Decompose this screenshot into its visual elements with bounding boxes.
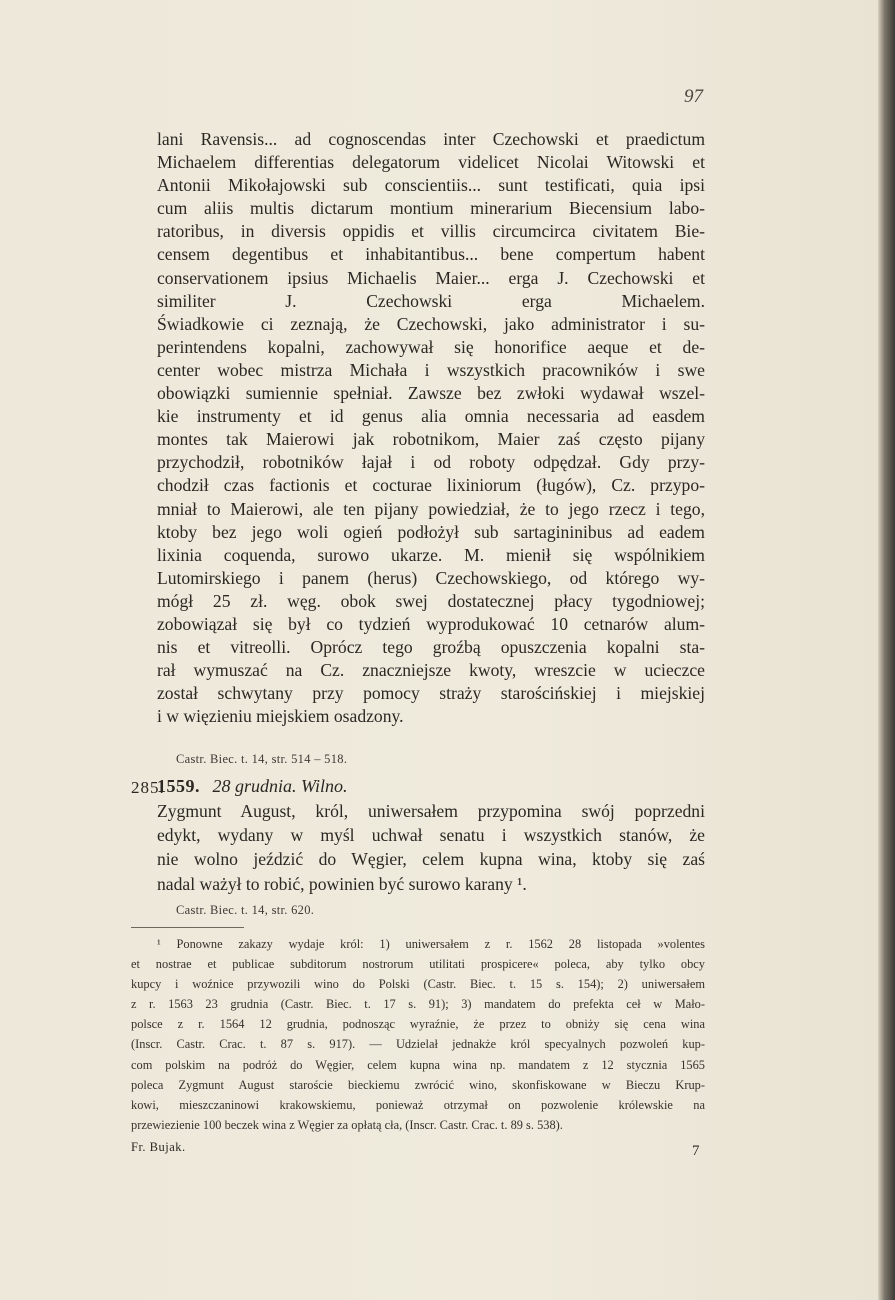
entry-number: 285. [131,778,165,797]
continuation-text [157,128,705,728]
text-line: nie wolno jeździć do Węgier, celem kupna wina, ktoby się zaś [157,849,705,870]
text-line: Świadkowie ci zeznają, że Czechowski, jako administrator i su- [157,313,705,334]
text-line: ktoby bez jego woli ogień podłożył sub sartagininibus ad eadem [157,521,705,542]
footnote-divider [131,927,244,928]
source-citation: Castr. Biec. t. 14, str. 514 – 518. [176,752,348,766]
entry-year: 1559. [157,776,200,796]
text-line: nis et vitreolli. Oprócz tego groźbą opuszczenia kopalni sta- [157,637,705,658]
text-line: perintendens kopalni, zachowywał się honorifice aeque et de- [157,336,705,357]
text-line: Michaelem differentias delegatorum videlicet Nicolai Witowski et [157,152,705,173]
text-line: Antonii Mikołajowski sub conscientiis... sunt testificati, quia ipsi [157,175,705,196]
footnote-line: kowi, mieszczaninowi krakowskiemu, ponieważ otrzymał on pozwolenie królewskie na [131,1097,705,1112]
text-line: center wobec mistrza Michała i wszystkich pracowników i swe [157,359,705,380]
page-edge-shadow [878,0,895,1300]
text-line: lixinia coquenda, surowo ukarze. M. mienił się wspólnikiem [157,544,705,565]
footnote-line: z r. 1563 23 grudnia (Castr. Biec. t. 17 s. 91); 3) mandatem do prefekta ceł w Mało- [131,997,705,1012]
author-signature: Fr. Bujak. [131,1140,186,1154]
text-line: edykt, wydany w myśl uchwał senatu i wszystkich stanów, że [157,825,705,846]
footnote-line: ¹ Ponowne zakazy wydaje król: 1) uniwersałem z r. 1562 28 listopada »volentes [157,937,705,951]
footnote-line: polsce z r. 1564 12 grudnia, podnosząc wyraźnie, że przez to obniży się cena wina [131,1017,705,1032]
text-line: został schwytany przy pomocy straży starościńskiej i miejskiej [157,683,705,704]
text-line: zobowiązał się był co tydzień wyprodukować 10 cetnarów alum- [157,613,705,634]
text-line: montes tak Maierowi jak robotnikom, Maier zaś często pijany [157,429,705,450]
text-line: obowiązki sumiennie spełniał. Zawsze bez zwłoki wydawał wszel- [157,383,705,404]
text-line: similiter J. Czechowski erga Michaelem. [157,290,705,311]
footnote-line: et nostrae et publicae subditorum nostrorum utilitati prospicere« poleca, aby tylko obcy [131,957,705,972]
entry-source-citation: Castr. Biec. t. 14, str. 620. [176,903,315,917]
entry-heading [157,776,348,797]
text-line: mógł 25 zł. węg. obok swej dostatecznej płacy tygodniowej; [157,590,705,611]
text-line: lani Ravensis... ad cognoscendas inter Czechowski et praedictum [157,129,705,149]
footnote-line: (Inscr. Castr. Crac. t. 87 s. 917). — Udzielał jednakże król specyalnych pozwoleń kup- [131,1037,705,1052]
text-line: Lutomirskiego i panem (herus) Czechowskiego, od którego wy- [157,567,705,588]
text-line: mniał to Maierowi, ale ten pijany powiedział, że to jego rzecz i tego, [157,498,705,519]
text-line: censem degentibus et inhabitantibus... bene compertum habent [157,244,705,265]
printer-signature-mark: 7 [692,1143,700,1159]
text-line: Zygmunt August, król, uniwersałem przypomina swój poprzedni [157,801,705,821]
footnote-line: poleca Zygmunt August staroście bieckiemu zwrócić wino, skonfiskowane w Bieczu Krup- [131,1077,705,1092]
text-line: cum aliis multis dictarum montium minerarium Biecensium labo- [157,198,705,219]
text-line: chodził czas factionis et cocturae lixiniorum (ługów), Cz. przypo- [157,475,705,496]
text-line: rał wymuszać na Cz. znaczniejsze kwoty, wreszcie w ucieczce [157,660,705,681]
text-line: przychodził, robotników łajał i od roboty odpędzał. Gdy przy- [157,452,705,473]
text-line: nadal ważył to robić, powinien być surowo karany ¹. [157,873,527,894]
footnote-line: kupcy i woźnice przywozili wino do Polski (Castr. Biec. t. 15 s. 154); 2) uniwersałem [131,977,705,992]
text-line: i w więzieniu miejskiem osadzony. [157,706,404,727]
text-line: kie instrumenty et id genus alia omnia necessaria ad easdem [157,406,705,427]
text-line: ratoribus, in diversis oppidis et villis circumcirca civitatem Bie- [157,221,705,242]
text-line: conservationem ipsius Michaelis Maier... erga J. Czechowski et [157,267,705,288]
entry-text [157,799,705,896]
entry-date-place: 28 grudnia. Wilno. [212,776,348,796]
footnote [131,934,705,1135]
footnote-line: przewiezienie 100 beczek wina z Węgier za opłatą cła, (Inscr. Castr. Crac. t. 89 s. 538). [131,1117,563,1132]
footnote-line: com polskim na podróż do Węgier, celem kupna wina np. mandatem z 12 stycznia 1565 [131,1057,705,1072]
page-number: 97 [684,86,703,107]
